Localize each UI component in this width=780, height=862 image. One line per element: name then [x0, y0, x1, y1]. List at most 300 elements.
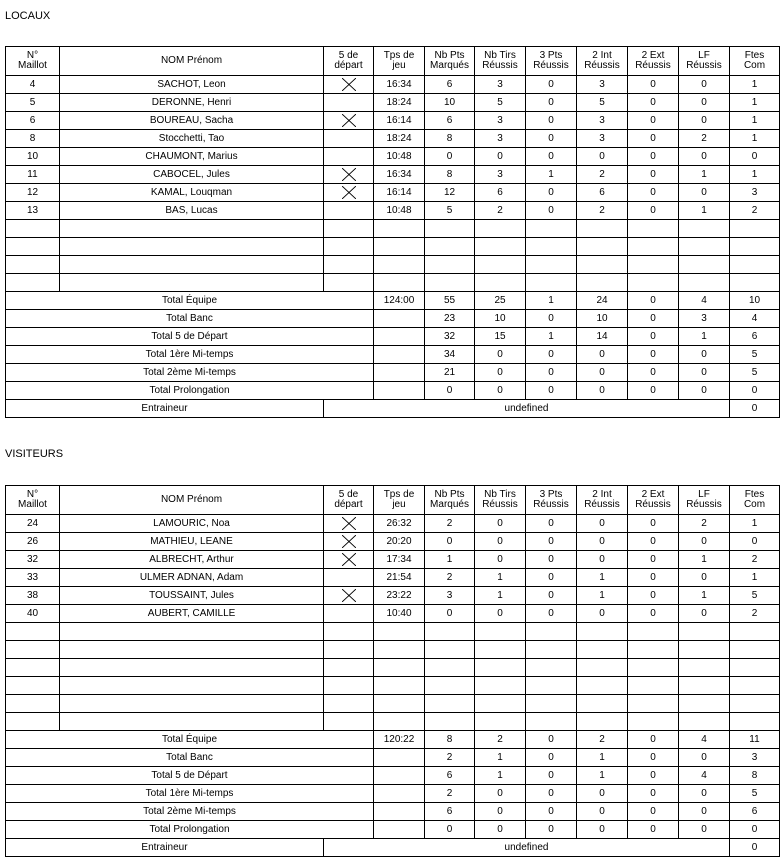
- col-lf-reussis: [679, 486, 730, 515]
- starter-cell: [324, 533, 374, 551]
- empty-cell: [475, 641, 526, 659]
- stat-int2: 5: [577, 94, 628, 112]
- total-label: Total 1ère Mi-temps: [6, 346, 374, 364]
- stat-int2: 1: [577, 587, 628, 605]
- playing-time: 20:20: [374, 533, 425, 551]
- total-lf: 0: [679, 785, 730, 803]
- stat-p3: 0: [526, 605, 577, 623]
- playing-time: 18:24: [374, 130, 425, 148]
- total-p3: 0: [526, 749, 577, 767]
- stat-fc: 2: [730, 551, 780, 569]
- stat-p3: 0: [526, 148, 577, 166]
- coach-label: Entraineur: [6, 839, 324, 857]
- header-line: Ftes: [744, 489, 765, 500]
- coach-row: [6, 839, 780, 857]
- total-tirs: 1: [475, 749, 526, 767]
- total-int2: 1: [577, 767, 628, 785]
- stat-int2: 0: [577, 605, 628, 623]
- empty-cell: [6, 641, 60, 659]
- empty-cell: [60, 659, 324, 677]
- stat-p3: 0: [526, 184, 577, 202]
- total-row: [6, 821, 780, 839]
- empty-cell: [374, 274, 425, 292]
- total-ext2: 0: [628, 821, 679, 839]
- header-line: Marqués: [430, 60, 469, 71]
- player-row: [6, 112, 780, 130]
- playing-time: 26:32: [374, 515, 425, 533]
- empty-cell: [526, 695, 577, 713]
- total-tirs: 25: [475, 292, 526, 310]
- total-pts: 6: [425, 803, 475, 821]
- stat-tirs: 5: [475, 94, 526, 112]
- empty-cell: [6, 623, 60, 641]
- empty-cell: [628, 220, 679, 238]
- total-p3: 0: [526, 767, 577, 785]
- total-ext2: 0: [628, 292, 679, 310]
- stat-int2: 0: [577, 515, 628, 533]
- total-ext2: 0: [628, 346, 679, 364]
- col-5-de-depart: [324, 47, 374, 76]
- empty-row: [6, 274, 780, 292]
- stat-fc: 2: [730, 605, 780, 623]
- total-p3: 0: [526, 785, 577, 803]
- total-int2: 14: [577, 328, 628, 346]
- stat-fc: 1: [730, 166, 780, 184]
- jersey-number: 6: [6, 112, 60, 130]
- total-fc: 4: [730, 310, 780, 328]
- total-lf: 0: [679, 382, 730, 400]
- total-ext2: 0: [628, 749, 679, 767]
- empty-cell: [324, 659, 374, 677]
- total-pts: 34: [425, 346, 475, 364]
- stat-fc: 0: [730, 148, 780, 166]
- header-line: LF: [698, 50, 710, 61]
- starter-cell: [324, 112, 374, 130]
- player-name: KAMAL, Louqman: [60, 184, 324, 202]
- col-nb-pts-marques: [425, 486, 475, 515]
- header-line: 3 Pts: [539, 50, 563, 61]
- empty-cell: [374, 695, 425, 713]
- stat-ext2: 0: [628, 605, 679, 623]
- total-label: Total 2ème Mi-temps: [6, 803, 374, 821]
- stat-tirs: 3: [475, 166, 526, 184]
- header-line: Réussis: [584, 499, 620, 510]
- empty-cell: [60, 238, 324, 256]
- empty-cell: [6, 238, 60, 256]
- total-p3: 0: [526, 803, 577, 821]
- total-int2: 0: [577, 821, 628, 839]
- empty-cell: [374, 220, 425, 238]
- empty-cell: [324, 256, 374, 274]
- empty-cell: [6, 695, 60, 713]
- total-fc: 10: [730, 292, 780, 310]
- empty-cell: [60, 274, 324, 292]
- total-row: [6, 346, 780, 364]
- empty-cell: [628, 256, 679, 274]
- total-time: [374, 364, 425, 382]
- total-p3: 1: [526, 292, 577, 310]
- player-row: [6, 533, 780, 551]
- starter-cell: [324, 76, 374, 94]
- stat-int2: 2: [577, 202, 628, 220]
- empty-cell: [324, 274, 374, 292]
- empty-cell: [324, 623, 374, 641]
- total-fc: 0: [730, 821, 780, 839]
- stat-ext2: 0: [628, 515, 679, 533]
- header-line: Nb Pts: [434, 50, 465, 61]
- col-maillot: [6, 486, 60, 515]
- stat-lf: 0: [679, 76, 730, 94]
- total-fc: 5: [730, 346, 780, 364]
- total-pts: 2: [425, 785, 475, 803]
- empty-row: [6, 238, 780, 256]
- total-label: Total Prolongation: [6, 382, 374, 400]
- empty-cell: [730, 623, 780, 641]
- empty-cell: [374, 238, 425, 256]
- empty-cell: [628, 677, 679, 695]
- stat-ext2: 0: [628, 166, 679, 184]
- empty-cell: [577, 695, 628, 713]
- player-row: [6, 148, 780, 166]
- jersey-number: 33: [6, 569, 60, 587]
- stat-p3: 0: [526, 569, 577, 587]
- player-name: MATHIEU, LEANE: [60, 533, 324, 551]
- stat-p3: 0: [526, 112, 577, 130]
- playing-time: 16:14: [374, 112, 425, 130]
- col-ftes-com: [730, 47, 780, 76]
- jersey-number: 26: [6, 533, 60, 551]
- stat-int2: 3: [577, 76, 628, 94]
- total-ext2: 0: [628, 364, 679, 382]
- player-name: TOUSSAINT, Jules: [60, 587, 324, 605]
- empty-cell: [324, 713, 374, 731]
- stat-tirs: 3: [475, 76, 526, 94]
- player-name: BOUREAU, Sacha: [60, 112, 324, 130]
- stat-tirs: 3: [475, 130, 526, 148]
- stat-pts: 2: [425, 569, 475, 587]
- col-5-de-depart: [324, 486, 374, 515]
- empty-cell: [374, 677, 425, 695]
- empty-cell: [6, 274, 60, 292]
- total-int2: 0: [577, 346, 628, 364]
- col-2-int-reussis: [577, 47, 628, 76]
- stat-tirs: 0: [475, 515, 526, 533]
- total-time: [374, 749, 425, 767]
- total-lf: 0: [679, 821, 730, 839]
- empty-cell: [577, 641, 628, 659]
- jersey-number: 4: [6, 76, 60, 94]
- header-line: Réussis: [533, 499, 569, 510]
- total-tirs: 1: [475, 767, 526, 785]
- player-name: CABOCEL, Jules: [60, 166, 324, 184]
- total-time: [374, 767, 425, 785]
- stat-int2: 1: [577, 569, 628, 587]
- stat-ext2: 0: [628, 184, 679, 202]
- empty-cell: [425, 695, 475, 713]
- empty-cell: [425, 641, 475, 659]
- header-row: [6, 486, 780, 515]
- playing-time: 10:40: [374, 605, 425, 623]
- total-pts: 8: [425, 731, 475, 749]
- empty-cell: [730, 659, 780, 677]
- empty-cell: [425, 623, 475, 641]
- empty-cell: [475, 677, 526, 695]
- stat-tirs: 1: [475, 569, 526, 587]
- stat-pts: 0: [425, 605, 475, 623]
- total-fc: 5: [730, 785, 780, 803]
- player-name: Stocchetti, Tao: [60, 130, 324, 148]
- player-name: LAMOURIC, Noa: [60, 515, 324, 533]
- stat-pts: 0: [425, 533, 475, 551]
- header-line: Réussis: [635, 60, 671, 71]
- header-line: départ: [334, 60, 363, 71]
- empty-cell: [324, 695, 374, 713]
- total-pts: 21: [425, 364, 475, 382]
- empty-cell: [730, 677, 780, 695]
- player-row: [6, 587, 780, 605]
- header-line: Marqués: [430, 499, 469, 510]
- empty-cell: [374, 256, 425, 274]
- header-line: Réussis: [686, 60, 722, 71]
- player-row: [6, 184, 780, 202]
- stat-pts: 6: [425, 112, 475, 130]
- total-int2: 1: [577, 749, 628, 767]
- header-line: 2 Ext: [641, 50, 665, 61]
- total-time: 120:22: [374, 731, 425, 749]
- total-p3: 0: [526, 821, 577, 839]
- starter-cell: [324, 587, 374, 605]
- empty-cell: [526, 274, 577, 292]
- player-row: [6, 202, 780, 220]
- stat-lf: 1: [679, 587, 730, 605]
- empty-cell: [577, 274, 628, 292]
- total-tirs: 0: [475, 346, 526, 364]
- stat-p3: 1: [526, 166, 577, 184]
- team-title-visiteurs: VISITEURS: [5, 448, 64, 460]
- empty-cell: [628, 641, 679, 659]
- empty-cell: [679, 713, 730, 731]
- total-fc: 6: [730, 328, 780, 346]
- total-label: Total Prolongation: [6, 821, 374, 839]
- total-ext2: 0: [628, 767, 679, 785]
- empty-cell: [730, 695, 780, 713]
- coach-name: undefined: [324, 400, 730, 418]
- total-tirs: 2: [475, 731, 526, 749]
- stat-fc: 5: [730, 587, 780, 605]
- empty-row: [6, 659, 780, 677]
- col-tps-de-jeu: [374, 486, 425, 515]
- stat-p3: 0: [526, 587, 577, 605]
- total-int2: 10: [577, 310, 628, 328]
- stat-ext2: 0: [628, 202, 679, 220]
- stat-p3: 0: [526, 515, 577, 533]
- stat-p3: 0: [526, 76, 577, 94]
- starter-cell: [324, 202, 374, 220]
- player-row: [6, 515, 780, 533]
- total-time: [374, 785, 425, 803]
- stat-pts: 12: [425, 184, 475, 202]
- header-line: Tps de: [383, 489, 415, 500]
- col-2-ext-reussis: [628, 47, 679, 76]
- empty-cell: [730, 274, 780, 292]
- stat-p3: 0: [526, 130, 577, 148]
- empty-cell: [324, 677, 374, 695]
- stat-int2: 3: [577, 112, 628, 130]
- total-tirs: 15: [475, 328, 526, 346]
- stat-tirs: 2: [475, 202, 526, 220]
- empty-cell: [60, 695, 324, 713]
- starter-cell: [324, 569, 374, 587]
- header-line: 2 Int: [592, 489, 612, 500]
- total-time: [374, 803, 425, 821]
- playing-time: 16:34: [374, 76, 425, 94]
- empty-row: [6, 256, 780, 274]
- stat-lf: 2: [679, 515, 730, 533]
- total-label: Total 5 de Départ: [6, 328, 374, 346]
- total-pts: 2: [425, 749, 475, 767]
- total-pts: 23: [425, 310, 475, 328]
- total-row: [6, 328, 780, 346]
- stat-pts: 8: [425, 130, 475, 148]
- empty-cell: [374, 713, 425, 731]
- total-label: Total 2ème Mi-temps: [6, 364, 374, 382]
- header-line: départ: [334, 499, 363, 510]
- total-p3: 0: [526, 382, 577, 400]
- total-ext2: 0: [628, 731, 679, 749]
- empty-cell: [475, 274, 526, 292]
- empty-cell: [60, 641, 324, 659]
- total-pts: 0: [425, 821, 475, 839]
- empty-cell: [425, 659, 475, 677]
- header-line: N°: [26, 50, 39, 61]
- header-line: Réussis: [686, 499, 722, 510]
- starter-cross-icon: [342, 589, 356, 602]
- starter-cell: [324, 166, 374, 184]
- empty-cell: [6, 659, 60, 677]
- empty-row: [6, 695, 780, 713]
- stat-fc: 1: [730, 569, 780, 587]
- stat-p3: 0: [526, 551, 577, 569]
- total-pts: 55: [425, 292, 475, 310]
- stat-ext2: 0: [628, 112, 679, 130]
- playing-time: 17:34: [374, 551, 425, 569]
- stat-tirs: 0: [475, 551, 526, 569]
- stat-fc: 1: [730, 94, 780, 112]
- empty-cell: [577, 713, 628, 731]
- empty-cell: [475, 220, 526, 238]
- playing-time: 18:24: [374, 94, 425, 112]
- stat-ext2: 0: [628, 569, 679, 587]
- col-3-pts-reussis: [526, 47, 577, 76]
- empty-cell: [730, 713, 780, 731]
- starter-cell: [324, 94, 374, 112]
- jersey-number: 13: [6, 202, 60, 220]
- total-ext2: 0: [628, 785, 679, 803]
- empty-cell: [526, 220, 577, 238]
- stat-lf: 0: [679, 112, 730, 130]
- total-tirs: 0: [475, 821, 526, 839]
- player-row: [6, 605, 780, 623]
- col-3-pts-reussis: [526, 486, 577, 515]
- stat-lf: 1: [679, 202, 730, 220]
- player-row: [6, 166, 780, 184]
- player-name: DERONNE, Henri: [60, 94, 324, 112]
- stat-fc: 3: [730, 184, 780, 202]
- jersey-number: 8: [6, 130, 60, 148]
- starter-cross-icon: [342, 517, 356, 530]
- stat-tirs: 0: [475, 605, 526, 623]
- total-tirs: 0: [475, 364, 526, 382]
- empty-cell: [577, 220, 628, 238]
- total-p3: 0: [526, 346, 577, 364]
- total-fc: 6: [730, 803, 780, 821]
- stat-lf: 0: [679, 184, 730, 202]
- stat-lf: 1: [679, 551, 730, 569]
- jersey-number: 38: [6, 587, 60, 605]
- empty-cell: [730, 256, 780, 274]
- jersey-number: 12: [6, 184, 60, 202]
- stats-table-locaux: [5, 46, 780, 418]
- empty-cell: [679, 677, 730, 695]
- stat-int2: 3: [577, 130, 628, 148]
- header-line: 5 de: [338, 489, 359, 500]
- stat-int2: 2: [577, 166, 628, 184]
- playing-time: 16:14: [374, 184, 425, 202]
- empty-cell: [526, 623, 577, 641]
- total-lf: 4: [679, 731, 730, 749]
- total-int2: 0: [577, 785, 628, 803]
- total-ext2: 0: [628, 803, 679, 821]
- stat-lf: 0: [679, 533, 730, 551]
- total-int2: 2: [577, 731, 628, 749]
- empty-cell: [6, 713, 60, 731]
- total-ext2: 0: [628, 310, 679, 328]
- starter-cell: [324, 184, 374, 202]
- stat-pts: 10: [425, 94, 475, 112]
- total-time: [374, 328, 425, 346]
- empty-cell: [324, 238, 374, 256]
- stat-p3: 0: [526, 533, 577, 551]
- header-line: Réussis: [482, 499, 518, 510]
- col-nom-prenom: NOM Prénom: [60, 486, 324, 515]
- empty-cell: [730, 641, 780, 659]
- stat-fc: 1: [730, 112, 780, 130]
- total-label: Total Équipe: [6, 731, 374, 749]
- starter-cross-icon: [342, 168, 356, 181]
- header-line: Réussis: [635, 499, 671, 510]
- starter-cell: [324, 148, 374, 166]
- empty-cell: [628, 274, 679, 292]
- header-line: Com: [743, 60, 766, 71]
- empty-cell: [577, 677, 628, 695]
- empty-cell: [628, 695, 679, 713]
- empty-cell: [6, 220, 60, 238]
- header-line: Réussis: [482, 60, 518, 71]
- stat-lf: 0: [679, 569, 730, 587]
- total-fc: 11: [730, 731, 780, 749]
- stat-lf: 1: [679, 166, 730, 184]
- empty-cell: [526, 256, 577, 274]
- header-line: 2 Int: [592, 50, 612, 61]
- total-int2: 0: [577, 382, 628, 400]
- total-pts: 0: [425, 382, 475, 400]
- stat-lf: 0: [679, 94, 730, 112]
- total-ext2: 0: [628, 328, 679, 346]
- total-row: [6, 785, 780, 803]
- total-label: Total 1ère Mi-temps: [6, 785, 374, 803]
- col-2-ext-reussis: [628, 486, 679, 515]
- empty-cell: [475, 623, 526, 641]
